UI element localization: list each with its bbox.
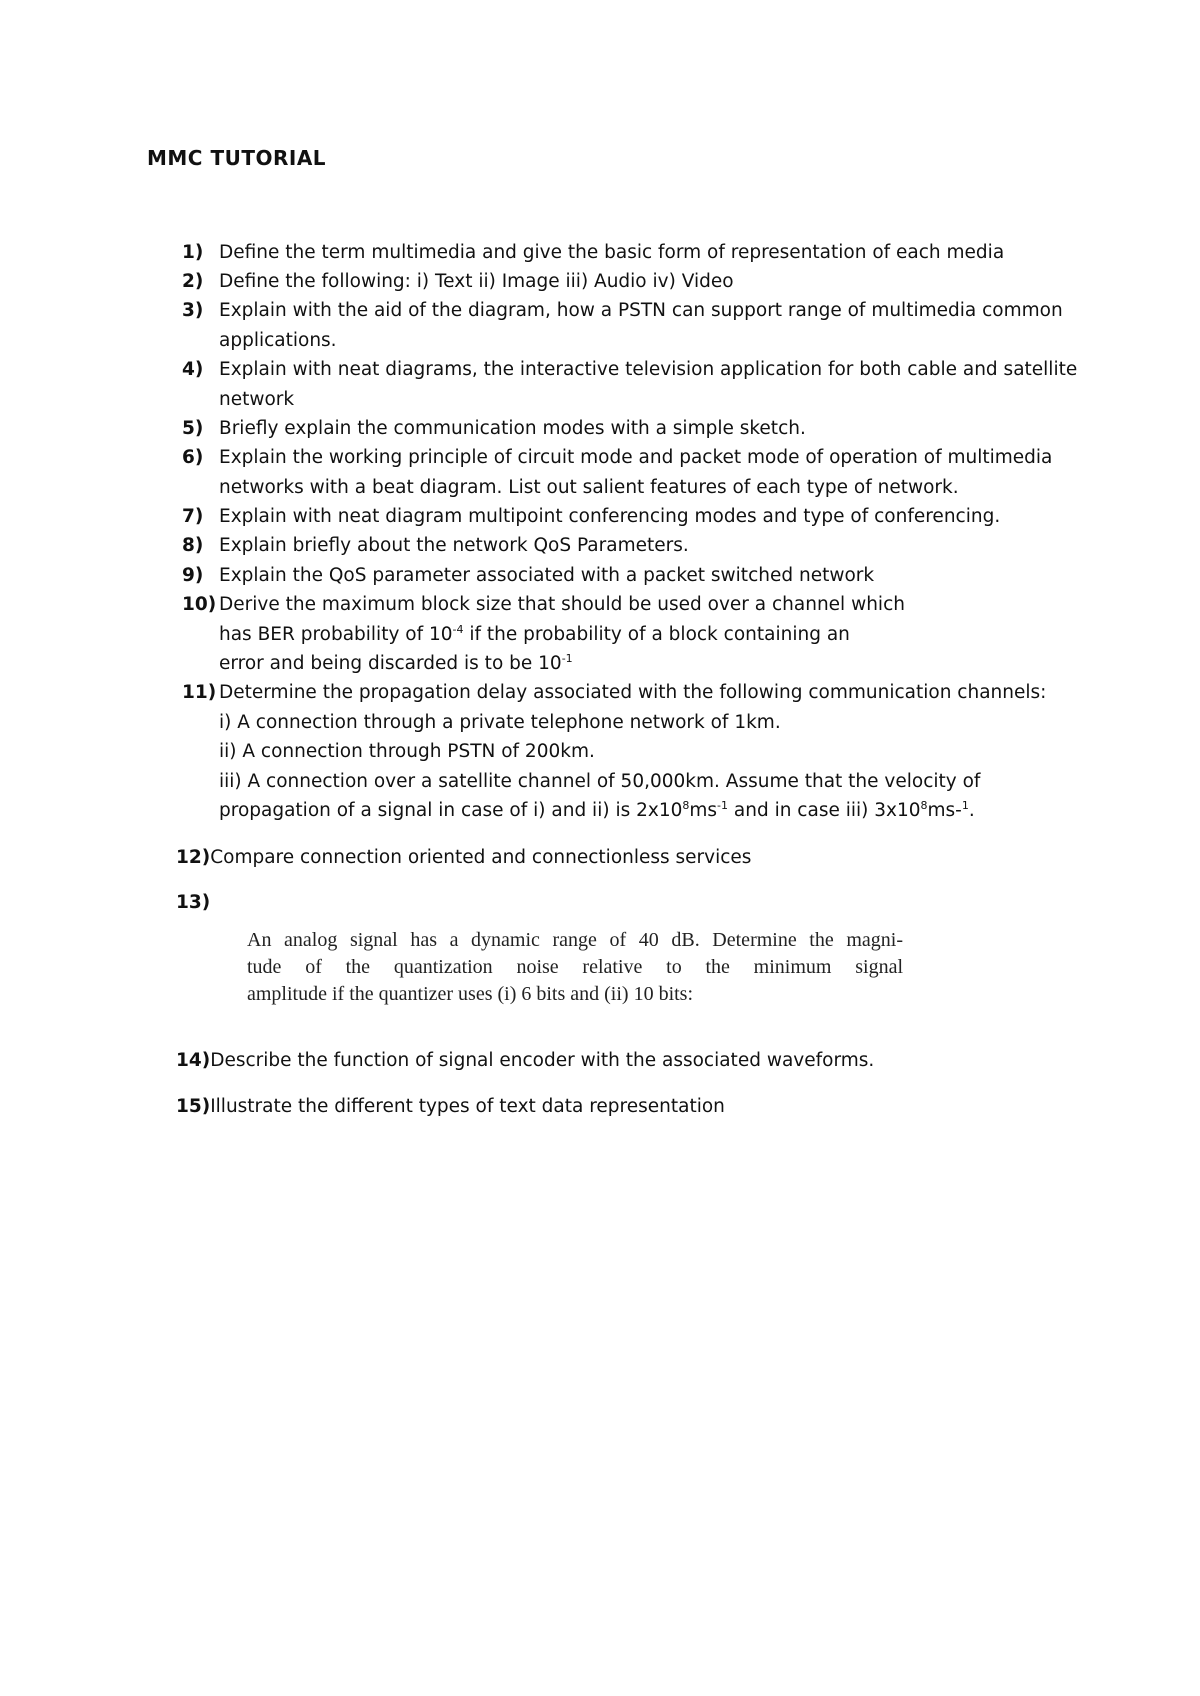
- question-7: [182, 502, 1082, 532]
- text-part: and in case iii) 3x10: [728, 800, 921, 821]
- question-15: [176, 1092, 1076, 1122]
- question-number: 12): [176, 847, 211, 868]
- question-number: 10): [182, 594, 217, 615]
- question-13: [176, 888, 1076, 918]
- text-part: .: [968, 800, 975, 821]
- excerpt-line: amplitude if the quantizer uses (i) 6 bits and (ii) 10 bits:: [247, 983, 694, 1005]
- text-part: has BER probability of 10: [219, 623, 453, 645]
- question-3: [182, 296, 1082, 355]
- superscript: 8: [920, 798, 928, 812]
- question-text: Describe the function of signal encoder with the associated waveforms.: [210, 1050, 875, 1071]
- page-title: MMC TUTORIAL: [147, 146, 327, 170]
- question-text: network: [219, 388, 295, 410]
- question-number: 15): [176, 1096, 211, 1117]
- question-text: iii) A connection over a satellite channel of 50,000km. Assume that the velocity of: [219, 770, 981, 792]
- question-text: i) A connection through a private telephone network of 1km.: [219, 711, 781, 733]
- question-number: 9): [182, 565, 204, 586]
- question-text: Explain the QoS parameter associated with a packet switched network: [219, 565, 875, 586]
- question-text-line: [219, 649, 1082, 679]
- question-text: Define the following: i) Text ii) Image iii) Audio iv) Video: [219, 271, 734, 292]
- text-part: ms-: [927, 800, 962, 821]
- question-2: [182, 267, 1082, 297]
- question-6: [182, 443, 1082, 502]
- superscript: -1: [717, 798, 728, 812]
- superscript: -4: [452, 622, 464, 636]
- question-text: Explain the working principle of circuit mode and packet mode of operation of multimedia: [219, 447, 1053, 468]
- question-number: 8): [182, 535, 204, 556]
- question-text: Explain with neat diagram multipoint conferencing modes and type of conferencing.: [219, 506, 1001, 527]
- superscript: 1: [961, 798, 969, 812]
- question-text: Explain with neat diagrams, the interactive television application for both cable and satellite: [219, 359, 1078, 380]
- question-text: Briefly explain the communication modes with a simple sketch.: [219, 418, 806, 439]
- excerpt-line: tude of the quantization noise relative to the minimum signal: [247, 956, 903, 978]
- question-5: [182, 414, 1082, 444]
- question-text: ii) A connection through PSTN of 200km.: [219, 741, 595, 762]
- question-text: Illustrate the different types of text data representation: [210, 1096, 725, 1117]
- text-part: propagation of a signal in case of i) and ii) is 2x10: [219, 800, 683, 821]
- question-number: 14): [176, 1050, 211, 1071]
- question-text: Determine the propagation delay associated with the following communication channels:: [219, 682, 1047, 703]
- question-8: [182, 531, 1082, 561]
- text-part: ms: [689, 800, 718, 821]
- question-number: 13): [176, 892, 211, 913]
- question-12: [176, 843, 1076, 873]
- question-text: Define the term multimedia and give the basic form of representation of each media: [219, 242, 1005, 263]
- superscript: -1: [561, 651, 573, 665]
- text-part: error and being discarded is to be 10: [219, 653, 562, 674]
- question-text: applications.: [219, 329, 337, 351]
- question-11: [182, 678, 1082, 826]
- question-number: 11): [182, 682, 217, 703]
- question-14: [176, 1046, 1076, 1076]
- question-number: 6): [182, 447, 204, 468]
- question-4: [182, 355, 1082, 414]
- question-13-excerpt: [247, 927, 903, 1008]
- question-text: Explain briefly about the network QoS Parameters.: [219, 535, 689, 556]
- question-number: 5): [182, 418, 204, 439]
- question-text: Derive the maximum block size that should be used over a channel which: [219, 594, 905, 615]
- question-number: 2): [182, 271, 204, 292]
- question-text: networks with a beat diagram. List out salient features of each type of network.: [219, 476, 959, 498]
- excerpt-line: An analog signal has a dynamic range of 40 dB. Determine the magni-: [247, 929, 903, 951]
- question-number: 4): [182, 359, 204, 380]
- question-9: [182, 561, 1082, 591]
- question-number: 7): [182, 506, 204, 527]
- question-number: 1): [182, 242, 204, 263]
- question-text-line: [219, 620, 1082, 650]
- superscript: 8: [682, 798, 690, 812]
- question-text: Compare connection oriented and connectionless services: [210, 847, 752, 868]
- question-10: [182, 590, 1082, 679]
- question-text: Explain with the aid of the diagram, how a PSTN can support range of multimedia common: [219, 300, 1063, 321]
- question-number: 3): [182, 300, 204, 321]
- question-text-line: [219, 796, 1082, 826]
- text-part: if the probability of a block containing an: [463, 623, 850, 645]
- question-1: [182, 238, 1082, 268]
